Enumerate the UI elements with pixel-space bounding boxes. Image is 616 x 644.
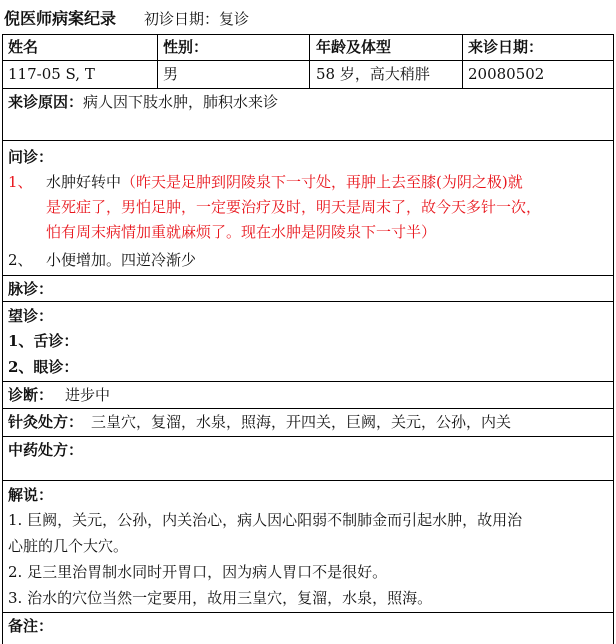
row-divider: [2, 140, 614, 141]
row-divider: [2, 436, 614, 437]
pulse-label: 脉诊：: [8, 280, 54, 298]
eye-diagnosis-label: 2、眼诊：: [8, 358, 79, 376]
column-divider: [462, 34, 463, 88]
acupuncture-line: [8, 410, 511, 434]
patient-age-build: 58 岁，高大稍胖: [316, 65, 430, 83]
row-divider: [2, 60, 614, 61]
inquiry-item-1-note-cont: 是死症了，男怕足肿，一定要治疗及时，明天是周末了，故今天多针一次，: [46, 198, 542, 216]
record-title: 倪医师病案纪录: [4, 9, 117, 28]
inquiry-item-1-number: 1、: [8, 173, 33, 191]
explanation-line-1: 1. 巨阙，关元，公孙，内关治心，病人因心阳弱不制肺金而引起水肿，故用治: [8, 511, 523, 529]
tongue-diagnosis-label: 1、舌诊：: [8, 332, 79, 350]
acupuncture-label: 针灸处方：: [8, 413, 84, 431]
inquiry-item-1-note: （昨天是足肿到阴陵泉下一寸处，再肿上去至膝(为阴之极)就: [121, 173, 523, 191]
header-name: 姓名: [8, 38, 39, 56]
explanation-line-3: 2. 足三里治胃制水同时开胃口，因为病人胃口不是很好。: [8, 563, 388, 581]
row-divider: [2, 301, 614, 302]
herbal-label: 中药处方：: [8, 441, 84, 459]
acupuncture-text: 三皇穴，复溜，水泉，照海，开四关，巨阙，关元，公孙，内关: [91, 413, 512, 431]
row-divider: [2, 408, 614, 409]
row-divider: [2, 275, 614, 276]
visit-label: 初诊日期：复诊: [144, 10, 250, 28]
inquiry-item-2-number: 2、: [8, 251, 33, 269]
inquiry-item-2-text: 小便增加。四逆冷渐少: [46, 251, 197, 269]
reason-line: [8, 90, 278, 114]
row-divider: [2, 34, 614, 35]
column-divider: [157, 34, 158, 88]
remarks-label: 备注：: [8, 617, 54, 635]
inquiry-item-1: [8, 170, 523, 194]
reason-label: 来诊原因：: [8, 93, 84, 111]
header-age-build: 年龄及体型: [316, 38, 392, 56]
inquiry-item-1-text: 水肿好转中: [46, 173, 122, 191]
patient-id: 117-05 S, T: [8, 65, 95, 83]
patient-sex: 男: [163, 65, 179, 83]
inquiry-label: 问诊：: [8, 148, 54, 166]
explanation-label: 解说：: [8, 486, 54, 504]
reason-text: 病人因下肢水肿，肺积水来诊: [83, 93, 279, 111]
inquiry-item-1-note-end: 怕有周末病情加重就麻烦了。现在水肿是阴陵泉下一寸半）: [46, 223, 437, 241]
visit-date: 20080502: [468, 65, 545, 83]
diagnosis-line: [8, 383, 110, 407]
header-sex: 性别：: [163, 38, 209, 56]
header-visit-date: 来诊日期：: [468, 38, 544, 56]
record-header: [4, 6, 249, 30]
inquiry-item-2: [8, 248, 196, 272]
row-divider: [2, 480, 614, 481]
row-divider: [2, 612, 614, 613]
row-divider: [2, 88, 614, 89]
observation-label: 望诊：: [8, 307, 54, 325]
explanation-line-2: 心脏的几个大穴。: [8, 537, 129, 555]
column-divider: [309, 34, 310, 88]
diagnosis-text: 进步中: [65, 386, 111, 404]
row-divider: [2, 381, 614, 382]
explanation-line-4: 3. 治水的穴位当然一定要用，故用三皇穴，复溜，水泉，照海。: [8, 589, 433, 607]
diagnosis-label: 诊断：: [8, 386, 54, 404]
